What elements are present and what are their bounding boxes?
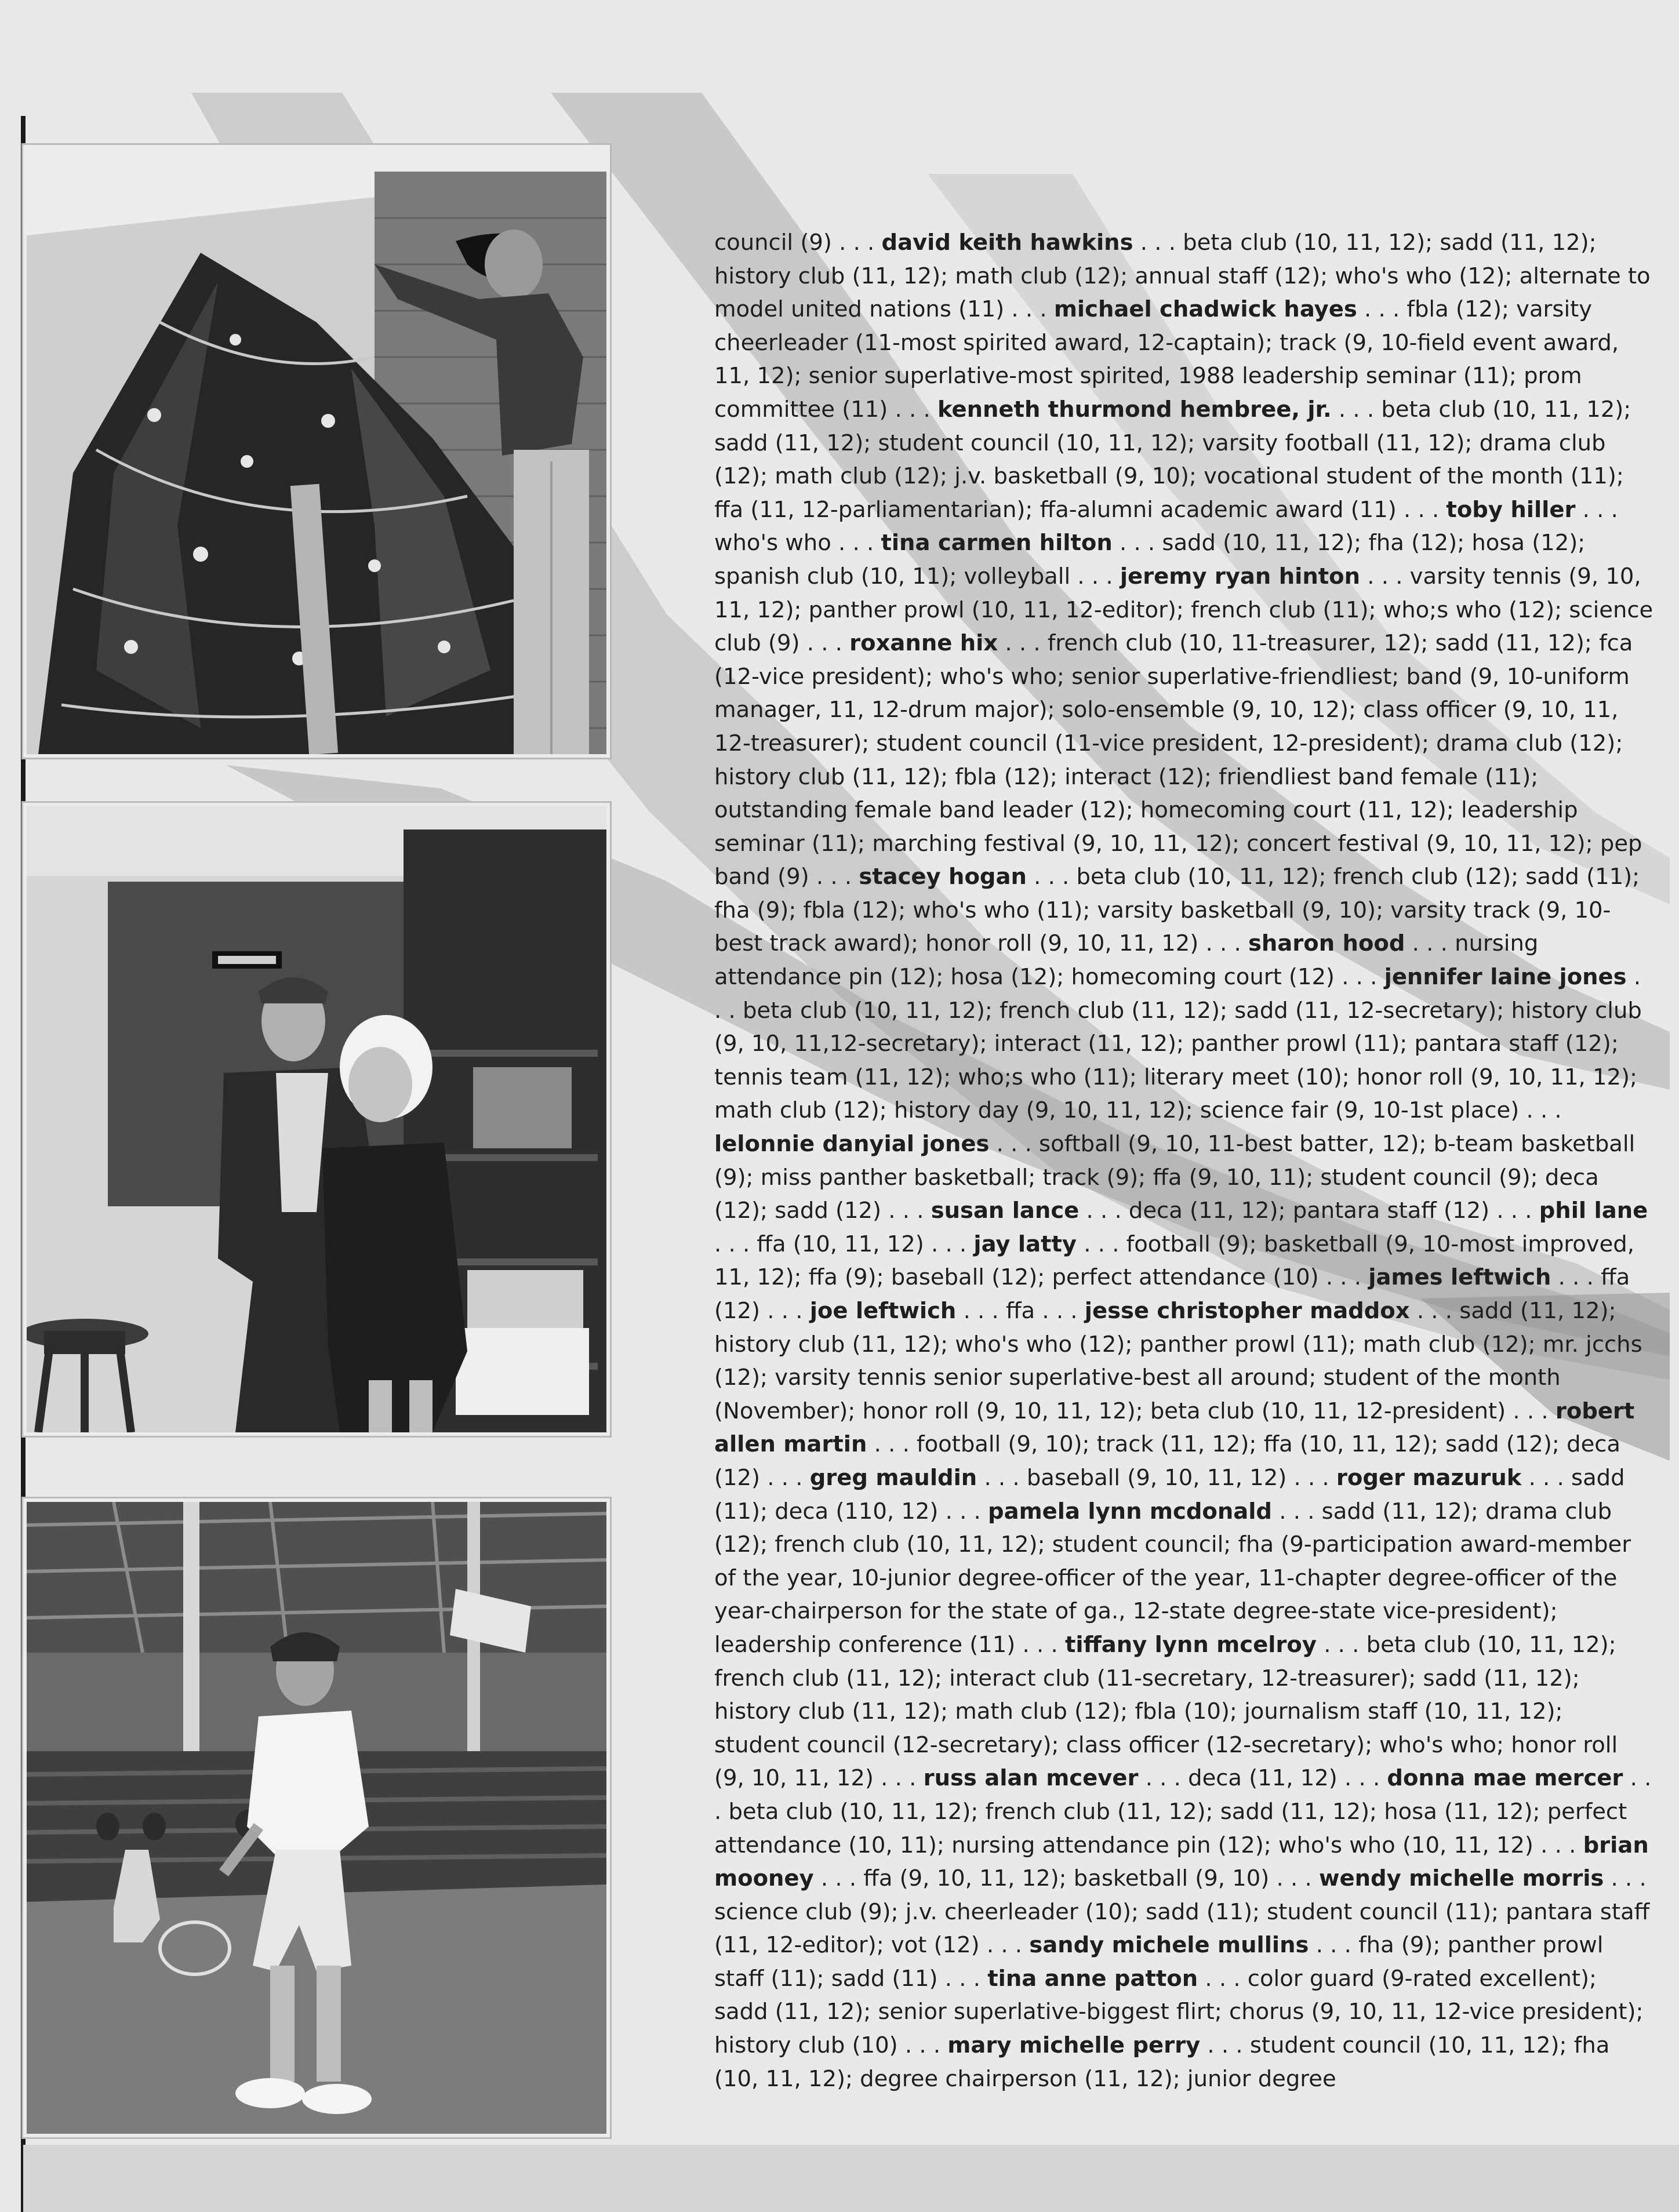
activity-list: . . . football (9, 10); track (11, 12); ffa (10, 11, 12); sadd (12); deca (12) . . . [714, 1431, 1621, 1491]
student-name: james leftwich [1368, 1264, 1551, 1291]
activity-list: . . . sadd (11, 12); drama club (12); french club (10, 11, 12); student council; fha (9-participation award-member of the year, 10-junior degree-officer of the year, 11-chapter degree-officer of the year-chairperson for the state of ga., 12-state degree-state vice-president); leadership conference (11) . . . [714, 1498, 1631, 1658]
activity-list: . . . beta club (10, 11, 12); sadd (11, 12); student council (10, 11, 12); varsity football (11, 12); drama club (12); math club (12); j.v. basketball (9, 10); vocational student of the month (11); ffa (11, 12-parliamentarian); ffa-alumni academic award (11) . . . [714, 396, 1631, 523]
student-name: pamela lynn mcdonald [988, 1498, 1272, 1525]
student-name: tina carmen hilton [881, 530, 1113, 556]
activity-list: . . . softball (9, 10, 11-best batter, 12); b-team basketball (9); miss panther basketball; track (9); ffa (9, 10, 11); student council (9); deca (12); sadd (12) . . . [714, 1131, 1636, 1224]
activity-list: . . . color guard (9-rated excellent); sadd (11, 12); senior superlative-biggest flirt; chorus (9, 10, 11, 12-vice president); history club (10) . . . [714, 1965, 1644, 2059]
activity-list: . . . beta club (10, 11, 12); french club (11, 12); sadd (11, 12-secretary); history club (9, 10, 11,12-secretary); interact (11, 12); panther prowl (11); pantara staff (12); tennis team (11, 12); who;s who (11); literary meet (10); honor roll (9, 10, 11, 12); math club (12); history day (9, 10, 11, 12); science fair (9, 10-1st place) . . . [714, 964, 1642, 1124]
activity-list: . . . sadd (11, 12); history club (11, 12); who's who (12); panther prowl (11); math club (12); mr. jcchs (12); varsity tennis senior superlative-best all around; student of the month (November); honor roll (9, 10, 11, 12); beta club (10, 11, 12-president) . . . [714, 1298, 1642, 1424]
student-name: david keith hawkins [881, 230, 1133, 256]
activity-list: . . . beta club (10, 11, 12); french club (12); sadd (11); fha (9); fbla (12); who's who (11); varsity basketball (9, 10); varsity track (9, 10-best track award); honor roll (9, 10, 11, 12) . . . [714, 864, 1640, 957]
activity-list: . . . baseball (9, 10, 11, 12) . . . [977, 1464, 1336, 1491]
student-name: sharon hood [1248, 930, 1405, 957]
activity-list: . . . beta club (10, 11, 12); french club (11, 12); interact club (11-secretary, 12-treasurer); sadd (11, 12); history club (11, 12); math club (12); fbla (10); journalism staff (10, 11, 12); student council (12-secretary); class officer (12-secretary); who's who; honor roll (9, 10, 11, 12) . . . [714, 1631, 1618, 1792]
student-name: michael chadwick hayes [1053, 296, 1357, 323]
activity-list: council (9) . . . [714, 230, 882, 256]
student-name: susan lance [931, 1198, 1080, 1224]
student-name: russ alan mcever [923, 1765, 1139, 1792]
activity-list: . . . who's who . . . [714, 496, 1618, 556]
activity-list: . . . ffa (9, 10, 11, 12); basketball (9, 10) . . . [813, 1865, 1319, 1892]
activity-list: . . . sadd (11); deca (110, 12) . . . [714, 1464, 1625, 1525]
student-name: kenneth thurmond hembree, jr. [937, 396, 1332, 423]
activity-list: . . . varsity tennis (9, 10, 11, 12); panther prowl (10, 11, 12-editor); french club (11); who;s who (12); science club (9) . . . [714, 563, 1653, 657]
student-name: wendy michelle morris [1318, 1865, 1604, 1892]
student-name: phil lane [1539, 1198, 1648, 1224]
student-name: lelonnie danyial jones [714, 1131, 990, 1158]
couple-in-storage-room-photo [23, 803, 610, 1436]
gym-tennis-player-photo [23, 1498, 610, 2137]
activity-list: . . . deca (11, 12) . . . [1138, 1765, 1387, 1792]
student-name: roger mazuruk [1336, 1464, 1522, 1491]
activity-list: . . . ffa (12) . . . [714, 1264, 1630, 1324]
activity-list: . . . french club (10, 11-treasurer, 12); sadd (11, 12); fca (12-vice president); who's who; senior superlative-friendliest; band (9, 10-uniform manager, 11, 12-drum major); solo-ensemble (9, 10, 12); class officer (9, 10, 11, 12-treasurer); student council (11-vice president, 12-president); drama club (12); history club (11, 12); fbla (12); interact (12); friendliest band female (11); outstanding female band leader (12); homecoming court (11, 12); leadership seminar (11); marching festival (9, 10, 11, 12); concert festival (9, 10, 11, 12); pep band (9) . . . [714, 630, 1642, 890]
student-name: greg mauldin [809, 1464, 977, 1491]
student-name: jennifer laine jones [1384, 964, 1627, 991]
student-name: toby hiller [1446, 496, 1576, 523]
activity-list: . . . deca (11, 12); pantara staff (12) . . . [1079, 1198, 1539, 1224]
activity-list: . . . science club (9); j.v. cheerleader (10); sadd (11); student council (11); pantara staff (11, 12-editor); vot (12) . . . [714, 1865, 1650, 1959]
activity-list: . . . student council (10, 11, 12); fha (10, 11, 12); degree chairperson (11, 12); junior degree [714, 2032, 1610, 2092]
student-name: jeremy ryan hinton [1120, 563, 1361, 590]
student-name: robert allen martin [714, 1398, 1635, 1458]
student-name: stacey hogan [859, 864, 1027, 890]
activity-list: . . . beta club (10, 11, 12); french club (11, 12); sadd (11, 12); hosa (11, 12); perfect attendance (10, 11); nursing attendance pin (12); who's who (10, 11, 12) . . . [714, 1765, 1652, 1858]
christmas-tree-decorating-photo [23, 145, 610, 758]
student-name: donna mae mercer [1387, 1765, 1623, 1792]
student-name: mary michelle perry [947, 2032, 1201, 2059]
student-name: sandy michele mullins [1029, 1932, 1309, 1959]
student-name: roxanne hix [849, 630, 998, 657]
activity-list: . . . beta club (10, 11, 12); sadd (11, 12); history club (11, 12); math club (12); annual staff (12); who's who (12); alternate to model united nations (11) . . . [714, 230, 1651, 323]
activity-list: . . . ffa (10, 11, 12) . . . [714, 1231, 974, 1257]
activity-list: . . . football (9); basketball (9, 10-most improved, 11, 12); ffa (9); baseball (12); perfect attendance (10) . . . [714, 1231, 1634, 1291]
activity-list: . . . fha (9); panther prowl staff (11); sadd (11) . . . [714, 1932, 1604, 1992]
student-name: tina anne patton [987, 1965, 1198, 1992]
student-name: joe leftwich [809, 1298, 957, 1324]
student-name: jay latty [973, 1231, 1077, 1257]
student-name: jesse christopher maddox [1084, 1298, 1410, 1324]
senior-bio-text [714, 226, 1653, 2095]
activity-list: . . . sadd (10, 11, 12); fha (12); hosa (12); spanish club (10, 11); volleyball . . . [714, 530, 1586, 590]
student-name: tiffany lynn mcelroy [1064, 1631, 1317, 1658]
activity-list: . . . nursing attendance pin (12); hosa (12); homecoming court (12) . . . [714, 930, 1539, 991]
activity-list: . . . fbla (12); varsity cheerleader (11-most spirited award, 12-captain); track (9, 10-field event award, 11, 12); senior superlative-most spirited, 1988 leadership seminar (11); prom committee (11) . . . [714, 296, 1619, 423]
activity-list: . . . ffa . . . [956, 1298, 1085, 1324]
student-name: brian mooney [714, 1832, 1649, 1892]
